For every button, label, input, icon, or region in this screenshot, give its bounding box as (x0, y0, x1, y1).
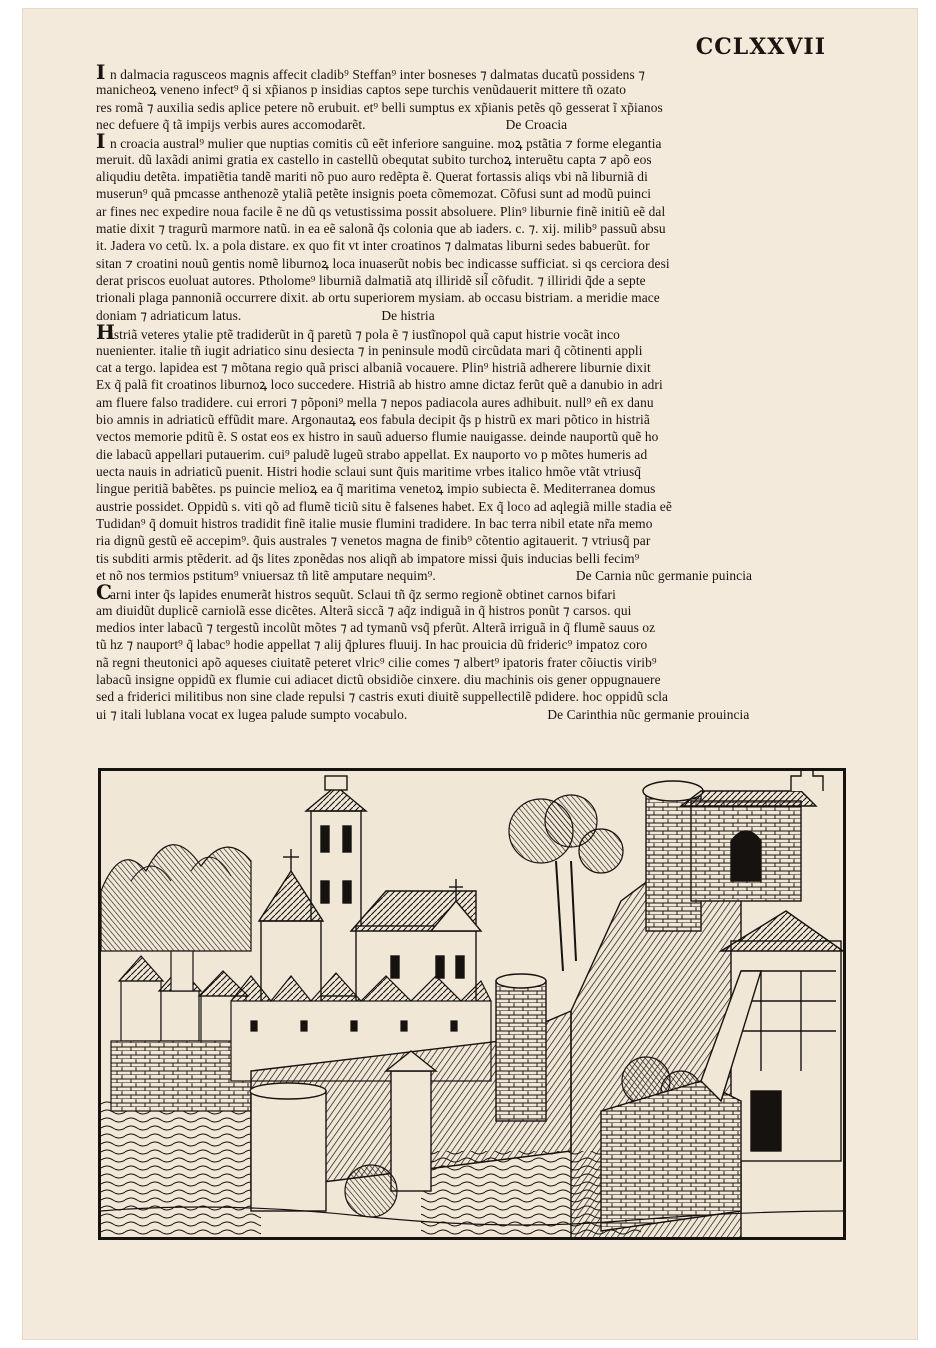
section-heading: De Carinthia nũc germanie prouincia (547, 706, 750, 722)
line-text: bio amnis in adriaticũ effũdit mare. Argonautaꝝ eos fabula decipit q̃s p histrũ ex mari põtico in histriã (96, 411, 650, 427)
text-line (96, 289, 844, 306)
text-line (96, 394, 844, 411)
line-text: cat a tergo. lapidea est ⁊ mõtana regio quã prisci albaniã vocauere. Plin⁹ histriã adherere liburnie dixit (96, 359, 651, 375)
line-text: vectos memorie pditũ ẽ. S ostat eos ex histro in sauũ aduerso flumie nauigasse. deinde nauportũ quẽ ho (96, 429, 659, 445)
line-text: aliqudiu detẽta. impatiẽtia tandẽ mariti nõ puo auro redẽpta ẽ. Querat fortassis aliqs vbi nã liburniã di (96, 169, 648, 185)
text-line (96, 584, 844, 601)
line-text: Tudidan⁹ q̃ domuit histros tradidit finẽ italie musie flumini tradidere. In bac terra nibil etate nr̃a memo (96, 515, 653, 531)
text-line (96, 532, 844, 549)
line-text: am fluere falso tradidere. cui errori ⁊ põponi⁹ mella ⁊ nepos padiacola aures adhibuit. null⁹ eñ ex danu (96, 394, 654, 410)
section-heading: De Carnia nũc germanie puincia (575, 567, 753, 583)
text-line (96, 324, 844, 341)
line-text: derat priscos euoluat autores. Ptholome⁹ liburniã dalmatiã atq illiridẽ sil̃ cõfudit. ⁊ illiridi q̃de a septe (96, 273, 646, 289)
line-text: labacũ insigne oppidũ ex flumie cui adiacet dictũ obsidiõe cinxere. diu machinis ois gener oppugnauere (96, 672, 661, 688)
line-text: nec defuere q̃ tã impijs verbis aures accomodarẽt. (96, 117, 366, 133)
text-line (96, 99, 844, 116)
line-text: it. Jadera vo cetũ. lx. a pola distare. ex quo fit vt inter croatinos ⁊ dalmatas liburni sedes babuerũt. for (96, 238, 650, 254)
line-text: nã regni theutonici apõ aqueses ciuitatẽ peteret vlric⁹ cilie comes ⁊ albert⁹ ipatoris frater cõiuctis virib⁹ (96, 654, 657, 670)
woodcut-city-view (101, 771, 843, 1237)
text-line (96, 654, 844, 671)
text-line (96, 688, 844, 705)
text-line (96, 411, 844, 428)
line-text: n croacia austral⁹ mulier que nuptias comitis cũ eẽt inferiore sanguine. moꝝ pstãtia ⁊ forme elegantia (110, 136, 662, 151)
line-text: res romã ⁊ auxilia sedis aplice petere nõ erubuit. et⁹ belli sumptus ex xp̃ianis petẽs qõ gesserat ĩ xp̃ianos (96, 99, 663, 115)
text-line (96, 550, 844, 567)
text-line (96, 619, 844, 636)
text-line (96, 567, 844, 584)
line-text: trionali plaga pannoniã occurrere dixit. ab ortu superiorem mysiam. ab occasu bistriam. a meridie mace (96, 290, 660, 306)
folio-page (22, 8, 918, 1340)
line-text: muserun⁹ quã pmcasse anthenozẽ ytaliã petẽte insignis poeta cõmemozat. Cõfusi sunt ad modũ puinci (96, 186, 652, 202)
text-line (96, 446, 844, 463)
line-text: manicheoꝝ veneno infect⁹ q̃ si xp̃ianos p insidias captos sepe turchis venũdauerit mittere tñ ozato (96, 82, 627, 98)
text-line (96, 671, 844, 688)
text-line (96, 203, 844, 220)
section-heading: De histria (381, 307, 435, 323)
text-line (96, 342, 844, 359)
section-heading: De Croacia (505, 117, 568, 133)
line-text: doniam ⁊ adriaticum latus. (96, 307, 242, 323)
text-line (96, 272, 844, 289)
text-line (96, 636, 844, 653)
line-text: medios inter labacũ ⁊ tergestũ incolũt mõtes ⁊ ad tymanũ vsq̃ pferũt. Alterã irriguã in q̃ flumẽ sauus oz (96, 620, 656, 635)
line-text: Ex q̃ palã fit croatinos liburnoꝝ loco succedere. Histriã ab histro amne dictaz ferũt quẽ a danubio in adri (96, 377, 663, 393)
text-line (96, 220, 844, 237)
line-text: austrie possidet. Oppidũ s. viti qõ ad flumẽ ticiũ situ ẽ falsenes habet. Ex q̃ loco ad aqlegiã mille stadia eẽ (96, 498, 672, 514)
text-line (96, 376, 844, 393)
folio-number: CCLXXVII (695, 34, 826, 60)
text-line (96, 463, 844, 480)
drop-initial: C (96, 584, 113, 602)
drop-initial: H (96, 324, 115, 342)
line-text: uecta nauis in adriaticũ puenit. Histri hodie sclaui sunt q̃uis maritime vrbes italico hmõe vtãt vtriusq̃ (96, 463, 642, 479)
text-line (96, 64, 844, 81)
woodcut-illustration (98, 768, 846, 1240)
line-text: nuenienter. italie tñ iugit adriatico sinu desiecta ⁊ in peninsule modũ circũdata mari q̃ cõtinenti appli (96, 342, 643, 358)
text-line (96, 480, 844, 497)
line-text: am diuidũt duplicẽ carniolã esse dicẽtes. Alterã siccã ⁊ aq̃z indiguã in q̃ histros ponũt ⁊ carsos. qui (96, 602, 632, 618)
line-text: ui ⁊ itali lublana vocat ex lugea palude sumpto vocabulo. (96, 706, 408, 722)
line-text: istriã veteres ytalie ptẽ tradiderũt in q̃ paretũ ⁊ pola ẽ ⁊ iustĩnopol quã caput histrie vocãt inco (110, 327, 620, 342)
drop-initial: I (96, 64, 106, 82)
text-line (96, 428, 844, 445)
text-line (96, 602, 844, 619)
line-text: sed a friderici militibus non sine clade repulsi ⁊ castris exuti diuitẽ suppellectilẽ pdidere. hoc oppidũ scla (96, 689, 669, 705)
text-line (96, 116, 844, 133)
line-text: die labacũ appellari putauerim. cui⁹ paludẽ lugeũ strabo appellat. Ex nauporto vo p mõtes humeris ad (96, 446, 648, 462)
line-text: meruit. dũ laxãdi animi gratia ex castello in castellũ obequtat subito turchoꝝ interuẽtu capta ⁊ apõ eos (96, 151, 652, 167)
line-text: et nõ nos termios pstitum⁹ vniuersaz tñ litẽ amputare nequim⁹. (96, 567, 436, 583)
line-text: arni inter q̃s lapides enumerãt histros sequũt. Sclaui tñ q̃z sermo regionẽ obtinet carnos bifari (110, 587, 616, 602)
text-line (96, 515, 844, 532)
text-line (96, 237, 844, 254)
line-text: ar fines nec expedire noua facile ẽ ne dũ qs vetustissima possit absoluere. Plin⁹ liburnie finẽ initiũ eẽ dal (96, 203, 666, 219)
drop-initial: I (96, 133, 106, 151)
text-line (96, 168, 844, 185)
text-line (96, 81, 844, 98)
text-line (96, 307, 844, 324)
text-line (96, 151, 844, 168)
line-text: tũ hz ⁊ nauport⁹ q̃ labac⁹ hodie appellat ⁊ alij q̃plures fluuij. In hac prouicia dũ frideric⁹ impatoz coro (96, 637, 648, 653)
text-line (96, 133, 844, 150)
text-line (96, 706, 844, 723)
line-text: lingue peritiã babẽtes. ps puincie melioꝝ ea q̃ maritima venetoꝝ impio subiecta ẽ. Mediterranea domus (96, 481, 656, 497)
text-line (96, 359, 844, 376)
text-line (96, 185, 844, 202)
line-text: matie dixit ⁊ tragurũ marmore natũ. in ea eẽ salonã q̃s colonia que ab iaders. c. ⁊. xij. milib⁹ passuũ absu (96, 221, 666, 237)
text-block (96, 64, 844, 723)
line-text: n dalmacia ragusceos magnis affecit cladib⁹ Steffan⁹ inter bosneses ⁊ dalmatas ducatũ possidens ⁊ (110, 67, 645, 82)
line-text: tis subditi armis ptẽderit. ad q̃s lites zponẽdas nos aliqñ ab impatore missi q̃uis inducias belli fecim⁹ (96, 550, 640, 566)
line-text: ria dignũ gestũ eẽ accepim⁹. q̃uis australes ⁊ venetos magna de finib⁹ cõtentio agitauerit. ⁊ vtriusq̃ par (96, 533, 651, 549)
text-line (96, 498, 844, 515)
text-line (96, 255, 844, 272)
line-text: sitan ⁊ croatini nouũ gentis nomẽ liburnoꝝ loca inuaserũt nobis bec indicasse sufficiat. si qs cerciora desi (96, 255, 670, 271)
